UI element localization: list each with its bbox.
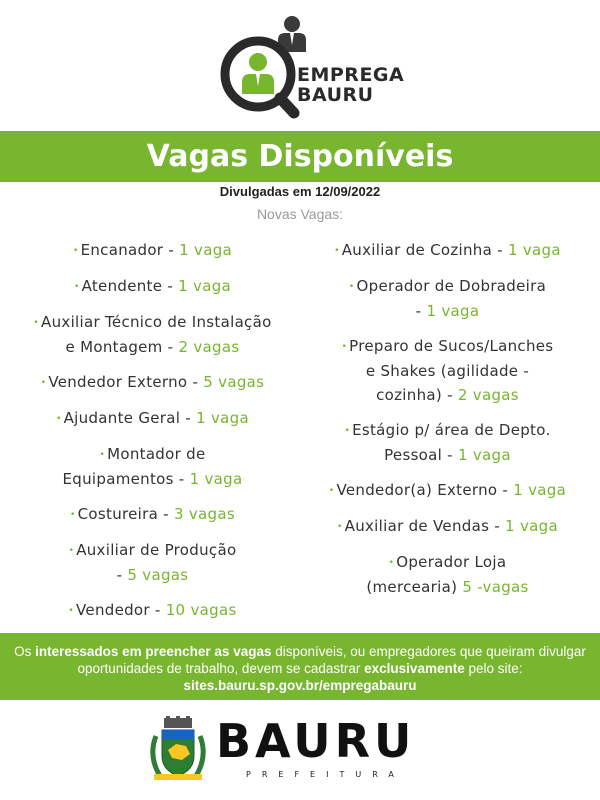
bullet-icon: • [72, 245, 79, 256]
job-item [0, 238, 305, 263]
job-title: e Shakes (agilidade - [365, 361, 530, 380]
job-title: Encanador - [80, 241, 180, 259]
job-item [295, 238, 600, 263]
section-subtitle: Novas Vagas: [256, 206, 344, 222]
bullet-icon: • [344, 425, 351, 436]
job-item [295, 274, 600, 323]
job-title: Auxiliar de Produção [76, 541, 237, 559]
job-title: Operador de Dobradeira [356, 277, 547, 295]
job-title: - [415, 301, 427, 320]
emprega-bauru-logo [212, 14, 412, 120]
job-item [295, 550, 600, 599]
job-title: (mercearia) [366, 577, 463, 596]
job-quantity: 3 vagas [173, 505, 235, 523]
bullet-icon: • [328, 485, 335, 496]
job-title: Costureira - [77, 505, 174, 523]
job-quantity: 1 vaga [513, 481, 567, 499]
bullet-icon: • [56, 413, 62, 424]
bullet-icon: • [388, 557, 395, 568]
job-quantity: 2 vagas [178, 337, 240, 356]
job-quantity: 5 vagas [127, 565, 189, 584]
bullet-icon: • [70, 509, 76, 520]
job-quantity: 5 -vagas [462, 577, 529, 596]
bullet-icon: • [337, 521, 343, 532]
bullet-icon: • [73, 281, 80, 292]
job-quantity: 1 vaga [457, 445, 511, 464]
job-title: Pessoal - [384, 445, 458, 464]
job-item [0, 274, 305, 299]
job-item [295, 418, 600, 467]
job-item [0, 370, 305, 395]
job-quantity: 1 vaga [507, 241, 561, 259]
bullet-icon: • [99, 449, 106, 460]
job-title: Auxiliar de Cozinha - [341, 241, 508, 259]
logo-word-bauru: BAURU [297, 84, 374, 106]
job-item [295, 514, 600, 539]
job-title: Vendedor(a) Externo - [336, 481, 514, 499]
job-title: Auxiliar Técnico de Instalação [41, 313, 272, 331]
job-quantity: 10 vagas [165, 601, 237, 619]
bullet-icon: • [33, 317, 40, 328]
job-title: cozinha) - [376, 385, 458, 404]
info-text-part: disponíveis, ou empregadores que queiram divulgar oportunidades de trabalho, devem se cadastrar [77, 644, 586, 676]
footer-name: BAURU [216, 714, 416, 768]
coat-of-arms-icon [146, 716, 210, 782]
info-text-part: Os [14, 644, 36, 659]
job-title: Preparo de Sucos/Lanches [349, 337, 554, 355]
page-title: Vagas Disponíveis [146, 139, 454, 174]
info-text-bold: interessados em preencher as vagas [35, 644, 272, 659]
bullet-icon: • [341, 341, 348, 352]
job-item [295, 334, 600, 407]
bullet-icon: • [40, 377, 47, 388]
bullet-icon: • [68, 605, 75, 616]
info-text [0, 643, 600, 677]
job-title: e Montagem - [65, 337, 179, 356]
job-quantity: 1 vaga [196, 409, 249, 427]
job-title: Estágio p/ área de Depto. [352, 421, 551, 439]
job-quantity: 2 vagas [457, 385, 519, 404]
job-title: Vendedor Externo - [48, 373, 204, 391]
job-item [295, 478, 600, 503]
job-title: - [116, 565, 128, 584]
job-title: Ajudante Geral - [63, 409, 197, 427]
job-title: Equipamentos - [62, 469, 190, 488]
job-quantity: 5 vagas [203, 373, 265, 391]
job-quantity: 1 vaga [189, 469, 243, 488]
job-item [0, 538, 305, 587]
job-item [0, 310, 305, 359]
bullet-icon: • [334, 245, 340, 256]
job-item [0, 406, 305, 431]
job-quantity: 1 vaga [426, 301, 480, 320]
site-url[interactable]: sites.bauru.sp.gov.br/empregabauru [183, 678, 417, 693]
job-title: Montador de [107, 445, 206, 463]
info-band [0, 633, 600, 700]
publication-date: Divulgadas em 12/09/2022 [219, 184, 381, 199]
job-item [0, 442, 305, 491]
job-title: Operador Loja [396, 553, 507, 571]
bullet-icon: • [348, 281, 355, 292]
info-text-bold: exclusivamente [364, 661, 465, 676]
job-quantity: 1 vaga [178, 277, 232, 295]
job-title: Atendente - [81, 277, 179, 295]
footer-subtitle: PREFEITURA [246, 770, 405, 779]
info-text-part: pelo site: [464, 661, 523, 676]
job-title: Vendedor - [76, 601, 166, 619]
job-title: Auxiliar de Vendas - [344, 517, 506, 535]
job-item [0, 598, 305, 623]
job-item [0, 502, 305, 527]
logo-word-emprega: EMPREGA [297, 64, 405, 86]
job-quantity: 1 vaga [505, 517, 558, 535]
prefeitura-logo [146, 716, 426, 786]
job-quantity: 1 vaga [179, 241, 233, 259]
title-band [0, 131, 600, 182]
bullet-icon: • [68, 545, 75, 556]
